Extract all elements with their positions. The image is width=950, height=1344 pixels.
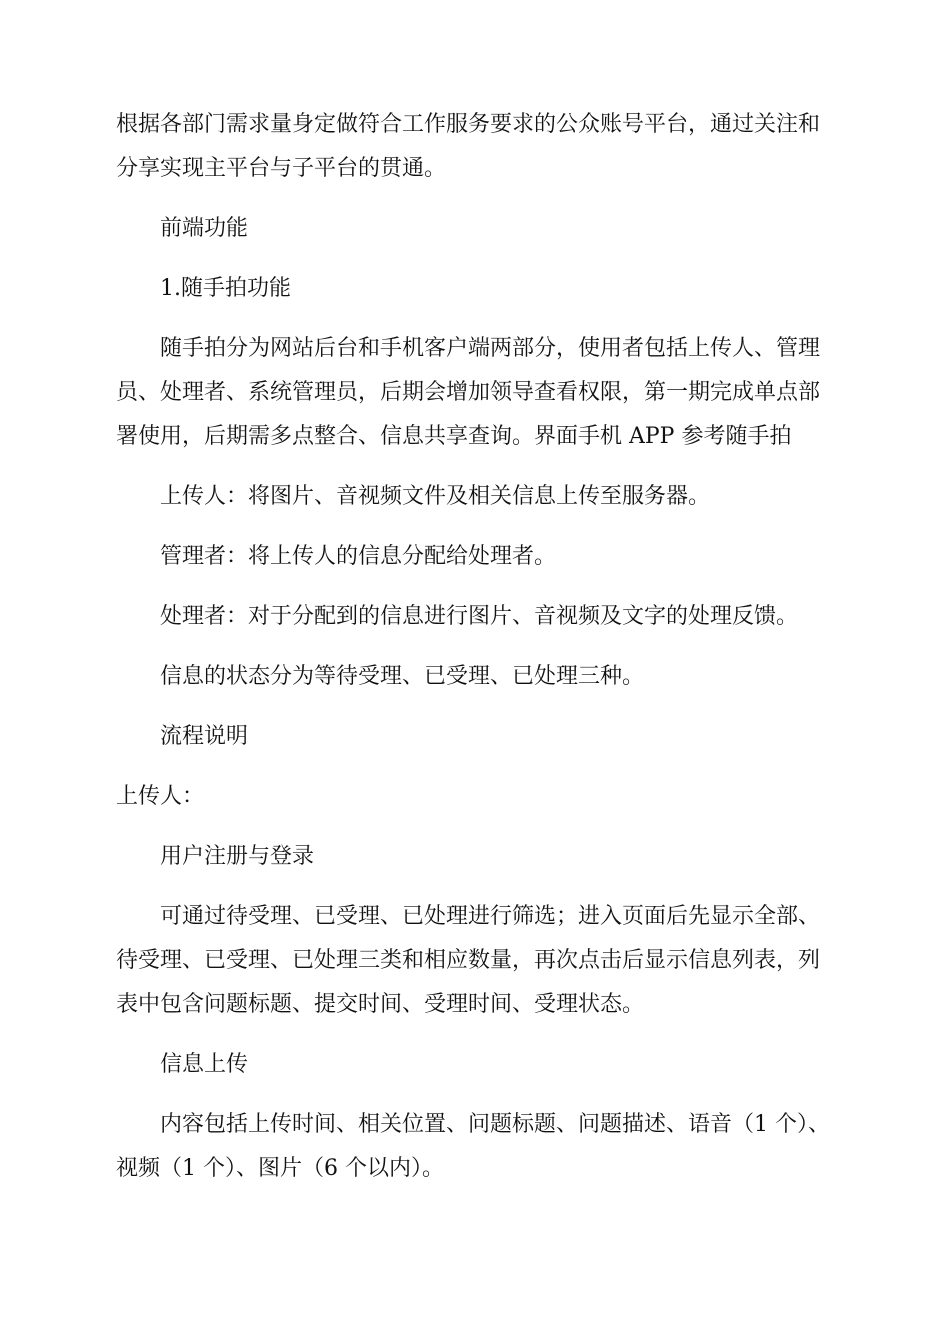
document-body — [116, 103, 836, 1191]
paragraph-status-types: 信息的状态分为等待受理、已受理、已处理三种。 — [160, 664, 645, 689]
paragraph-manager-role: 管理者：将上传人的信息分配给处理者。 — [160, 544, 557, 569]
heading-frontend-features: 前端功能 — [160, 216, 249, 241]
paragraph-uploader-role: 上传人：将图片、音视频文件及相关信息上传至服务器。 — [160, 484, 711, 509]
heading-snapshot-feature: 1.随手拍功能 — [160, 276, 291, 301]
heading-uploader: 上传人： — [116, 784, 205, 809]
heading-register-login: 用户注册与登录 — [160, 844, 315, 869]
paragraph-intro: 根据各部门需求量身定做符合工作服务要求的公众账号平台，通过关注和分享实现主平台与子平台的贯通。 — [116, 112, 821, 181]
paragraph-snapshot-description: 随手拍分为网站后台和手机客户端两部分，使用者包括上传人、管理员、处理者、系统管理员，后期会增加领导查看权限，第一期完成单点部署使用，后期需多点整合、信息共享查询。界面手机 APP 参考随手拍 — [116, 336, 821, 449]
heading-process-description: 流程说明 — [160, 724, 249, 749]
paragraph-filter-list: 可通过待受理、已受理、已处理进行筛选；进入页面后先显示全部、待受理、已受理、已处理三类和相应数量，再次点击后显示信息列表，列表中包含问题标题、提交时间、受理时间、受理状态。 — [116, 904, 821, 1017]
paragraph-upload-content: 内容包括上传时间、相关位置、问题标题、问题描述、语音（1 个）、视频（1 个）、图片（6 个以内）。 — [116, 1112, 830, 1181]
heading-info-upload: 信息上传 — [160, 1052, 249, 1077]
paragraph-handler-role: 处理者：对于分配到的信息进行图片、音视频及文字的处理反馈。 — [160, 604, 799, 629]
